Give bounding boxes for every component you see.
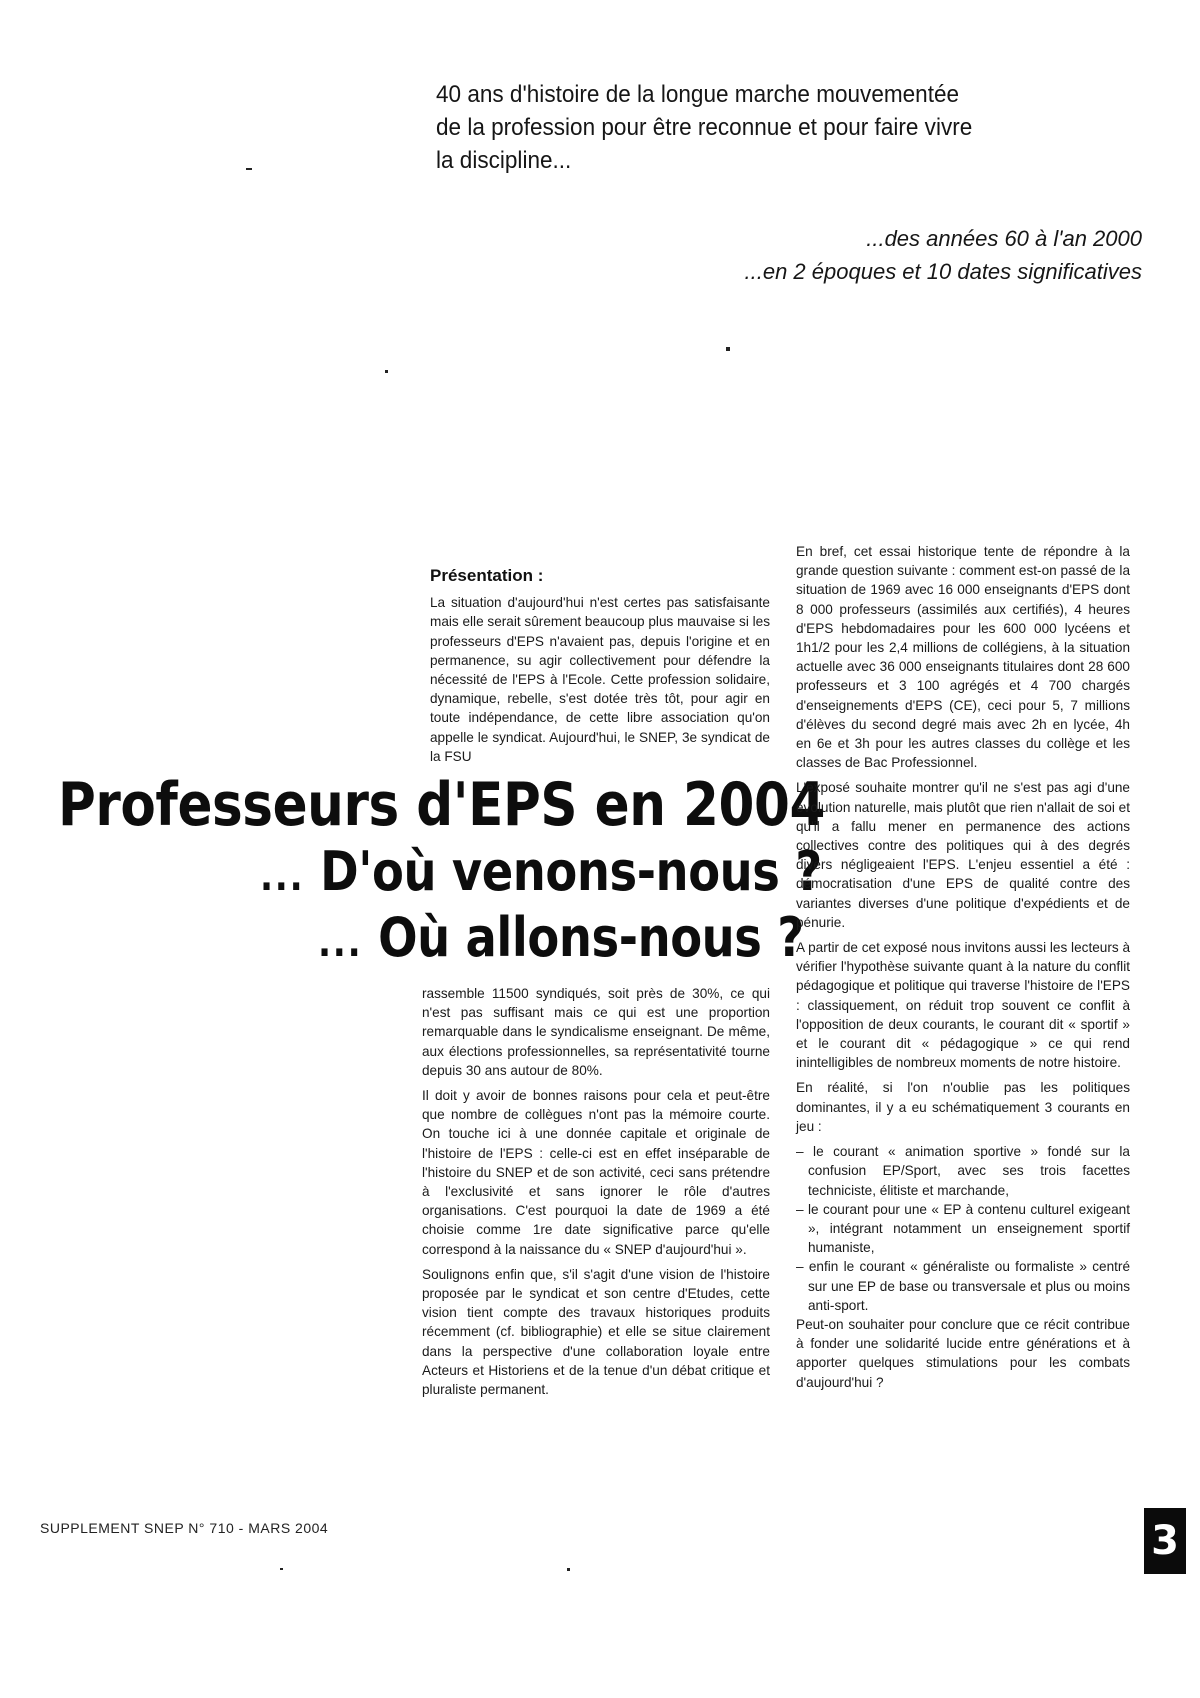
intro-text <box>436 78 1006 177</box>
body-paragraph: Peut-on souhaiter pour conclure que ce récit contribue à fonder une solidarité lucide entre générations et à apporter quelques stimulations pour les combats d'aujourd'hui ? <box>796 1316 1130 1390</box>
presentation-paragraph: Soulignons enfin que, s'il s'agit d'une vision de l'histoire proposée par le syndicat et son centre d'Etudes, cette vision tient compte des travaux historiques produits récemment (cf. bibliographie) et elle se situe clairement dans la perspective d'une collaboration loyale entre Acteurs et Historiens et de la tenue d'un débat critique et pluraliste permanent. <box>422 1266 770 1398</box>
subtitle-line-1: ...des années 60 à l'an 2000 <box>866 226 1142 251</box>
currents-list <box>796 1142 1130 1315</box>
intro-line: 40 ans d'histoire de la longue marche mouvementée <box>436 81 960 108</box>
right-column <box>796 542 1130 1398</box>
subtitle-line-2: ...en 2 époques et 10 dates significatives <box>744 259 1142 284</box>
footer-publication: SUPPLEMENT SNEP N° 710 - MARS 2004 <box>40 1520 329 1536</box>
ellipsis: ... <box>318 920 363 966</box>
headline-question-2: Où allons-nous ? <box>362 906 804 969</box>
presentation-column-bottom <box>422 984 770 1405</box>
scan-speck <box>726 347 730 351</box>
headline-question-1: D'où venons-nous ? <box>304 840 822 903</box>
page-number: 3 <box>1144 1508 1186 1574</box>
body-paragraph: L'exposé souhaite montrer qu'il ne s'est pas agi d'une évolution naturelle, mais plutôt que rien n'allait de soi et qu'il a fallu mener en permanence des actions collectives contre des politiques qui à des degrés divers négligeaient l'EPS. L'enjeu essentiel a été : démocratisation d'une EPS de qualité contre des variantes diverses d'une politique d'expédients et de pénurie. <box>796 780 1130 930</box>
presentation-column-top <box>430 566 770 772</box>
presentation-paragraph: rassemble 11500 syndiqués, soit près de 30%, ce qui n'est pas suffisant mais ce qui est une proportion remarquable dans le syndicalisme enseignant. De même, aux élections professionnelles, sa représentativité tourne depuis 30 ans autour de 80%. <box>422 986 770 1078</box>
list-item: – le courant « animation sportive » fondé sur la confusion EP/Sport, avec ses trois facettes techniciste, élitiste et marchande, <box>796 1142 1130 1200</box>
body-paragraph: En réalité, si l'on n'oublie pas les politiques dominantes, il y a eu schématiquement 3 courants en jeu : <box>796 1080 1130 1134</box>
scan-speck <box>280 1568 283 1570</box>
intro-line: de la profession pour être reconnue et pour faire vivre <box>436 114 973 141</box>
headline-line-1: Professeurs d'EPS en 2004 <box>58 770 825 840</box>
subtitle <box>745 222 1142 288</box>
presentation-paragraph: La situation d'aujourd'hui n'est certes pas satisfaisante mais elle serait sûrement beaucoup plus mauvaise si les professeurs d'EPS n'avaient pas, depuis l'origine et en permanence, su agir collectivement pour défendre la nécessité de l'EPS à l'Ecole. Cette profession solidaire, dynamique, rebelle, s'est dotée très tôt, pour agir en toute indépendance, de cette libre association qu'on appelle le syndicat. Aujourd'hui, le SNEP, 3e syndicat de la FSU <box>430 595 771 764</box>
headline-line-3 <box>318 906 804 969</box>
list-item: – enfin le courant « généraliste ou formaliste » centré sur une EP de base ou transversale et plus ou moins anti-sport. <box>796 1257 1130 1315</box>
body-paragraph: A partir de cet exposé nous invitons aussi les lecteurs à vérifier l'hypothèse suivante quant à la nature du conflit pédagogique et politique qui traverse l'histoire de l'EPS : classiquement, on réduit trop souvent ce conflit à l'opposition de deux courants, le courant dit « sportif » et le courant dit « pédagogique » ce qui rend inintelligibles de nombreux moments de notre histoire. <box>796 940 1130 1071</box>
scan-speck <box>385 370 388 373</box>
intro-line: la discipline... <box>436 147 572 174</box>
scan-speck <box>567 1568 570 1571</box>
presentation-title: Présentation : <box>430 566 544 585</box>
list-item: – le courant pour une « EP à contenu culturel exigeant », intégrant notamment un enseignement sportif humaniste, <box>796 1200 1130 1258</box>
ellipsis: ... <box>260 854 305 900</box>
body-paragraph: En bref, cet essai historique tente de répondre à la grande question suivante : comment est-on passé de la situation de 1969 avec 16 000 enseignants d'EPS dont 8 000 professeurs (assimilés aux certifiés), 4 heures d'EPS hebdomadaires pour les 600 000 lycéens et 1h1/2 pour les 2,4 millions de collégiens, à la situation actuelle avec 36 000 enseignants titulaires dont 28 600 professeurs et 3 100 agrégés et 4 700 chargés d'enseignements d'EPS (CE), ceci pour 5, 7 millions d'élèves du second degré mais avec 2h en lycée, 4h en 6e et 3h pour les autres classes du collège et les classes de Bac Professionnel. <box>796 544 1131 771</box>
presentation-paragraph: Il doit y avoir de bonnes raisons pour cela et peut-être que nombre de collègues n'ont pas la mémoire courte. On touche ici à une donnée capitale et originale de l'histoire de l'EPS : celle-ci est en effet inséparable de l'histoire du SNEP et de son activité, ceci sans prétendre à l'exclusivité et sans ignorer le rôle d'autres organisations. C'est pourquoi la date de 1969 a été choisie comme 1re date significative parce qu'elle correspond à la naissance du « SNEP d'aujourd'hui ». <box>422 1088 770 1257</box>
headline-line-2 <box>260 840 822 903</box>
scan-speck <box>246 168 252 170</box>
